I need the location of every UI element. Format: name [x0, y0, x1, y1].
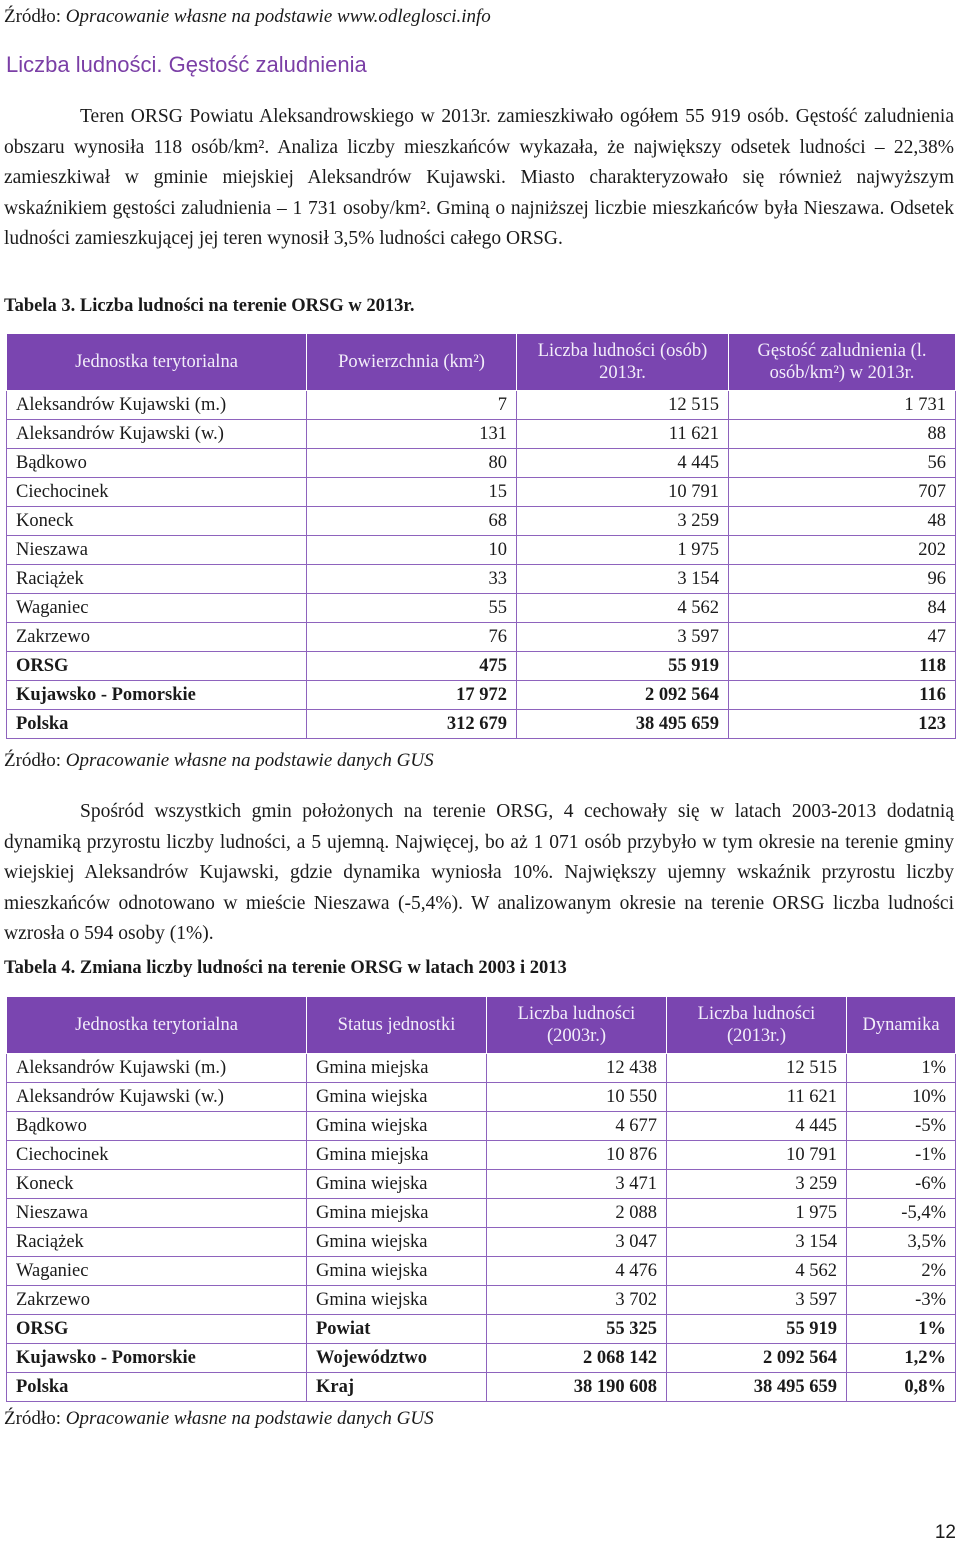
table-row — [7, 1373, 956, 1402]
table-cell: Gmina wiejska — [307, 1228, 487, 1257]
table-cell: 76 — [307, 623, 517, 652]
table-cell: 3 259 — [517, 507, 729, 536]
table-cell: Kujawsko - Pomorskie — [7, 681, 307, 710]
table4-column-header: Liczba ludności (2003r.) — [487, 997, 667, 1054]
table3-caption: Tabela 3. Liczba ludności na terenie ORSG w 2013r. — [4, 296, 415, 316]
table-cell: Aleksandrów Kujawski (m.) — [7, 1054, 307, 1083]
table-cell: 3 154 — [667, 1228, 847, 1257]
table-cell: 4 677 — [487, 1112, 667, 1141]
table-cell: 10 791 — [667, 1141, 847, 1170]
table-cell: 10 791 — [517, 478, 729, 507]
table-cell: -5,4% — [847, 1199, 956, 1228]
table-cell: Bądkowo — [7, 1112, 307, 1141]
table-row — [7, 565, 956, 594]
page-number: 12 — [934, 1522, 956, 1543]
table-cell: Waganiec — [7, 594, 307, 623]
table-cell: Gmina miejska — [307, 1141, 487, 1170]
table-cell: 33 — [307, 565, 517, 594]
table-cell: Koneck — [7, 1170, 307, 1199]
table3-column-header: Powierzchnia (km²) — [307, 334, 517, 391]
table-row — [7, 1257, 956, 1286]
table3-header — [7, 334, 956, 391]
table-cell: -3% — [847, 1286, 956, 1315]
table-cell: 7 — [307, 391, 517, 420]
table-cell: 68 — [307, 507, 517, 536]
table-cell: Województwo — [307, 1344, 487, 1373]
table-cell: Ciechocinek — [7, 478, 307, 507]
table-cell: Nieszawa — [7, 536, 307, 565]
table-cell: 1,2% — [847, 1344, 956, 1373]
table-cell: 4 445 — [517, 449, 729, 478]
table-cell: 1% — [847, 1054, 956, 1083]
table-cell: 38 495 659 — [667, 1373, 847, 1402]
table-cell: 123 — [729, 710, 956, 739]
table-row — [7, 1199, 956, 1228]
table-cell: 202 — [729, 536, 956, 565]
table-cell: 2% — [847, 1257, 956, 1286]
table-cell: 38 495 659 — [517, 710, 729, 739]
table-cell: Koneck — [7, 507, 307, 536]
table-cell: Aleksandrów Kujawski (w.) — [7, 1083, 307, 1112]
table-row — [7, 710, 956, 739]
population-change-table — [6, 996, 956, 1402]
table4-header-row — [7, 997, 956, 1054]
table-cell: Ciechocinek — [7, 1141, 307, 1170]
table-cell: 11 621 — [667, 1083, 847, 1112]
table-cell: ORSG — [7, 652, 307, 681]
table-cell: 10 550 — [487, 1083, 667, 1112]
table-cell: 4 562 — [517, 594, 729, 623]
paragraph-population: Teren ORSG Powiatu Aleksandrowskiego w 2013r. zamieszkiwało ogółem 55 919 osób. Gęstość zaludnienia obszaru wynosiła 118 osób/km². Analiza liczby mieszkańców wykazała, że największy odsetek ludności – 22,38% zamieszkiwał w gminie miejskiej Aleksandrów Kujawski. Miasto charakteryzowało się również najwyższym wskaźnikiem gęstości zaludnienia – 1 731 osoby/km². Gminą o najniższej liczbie mieszkańców była Nieszawa. Odsetek ludności zamieszkującej jej teren wynosił 3,5% ludności całego ORSG. — [4, 106, 954, 249]
table-cell: 118 — [729, 652, 956, 681]
source-label: Źródło: — [4, 1408, 66, 1429]
table-cell: Zakrzewo — [7, 623, 307, 652]
table3-column-header: Jednostka terytorialna — [7, 334, 307, 391]
table-cell: -5% — [847, 1112, 956, 1141]
table3-source-note — [4, 750, 434, 772]
table-cell: 3 702 — [487, 1286, 667, 1315]
table-cell: -1% — [847, 1141, 956, 1170]
table3-column-header: Gęstość zaludnienia (l. osób/km²) w 2013r. — [729, 334, 956, 391]
table-row — [7, 1315, 956, 1344]
table-cell: 475 — [307, 652, 517, 681]
table-cell: 2 088 — [487, 1199, 667, 1228]
table-cell: 312 679 — [307, 710, 517, 739]
table-cell: Nieszawa — [7, 1199, 307, 1228]
table-row — [7, 1083, 956, 1112]
table-cell: 55 919 — [667, 1315, 847, 1344]
table-row — [7, 420, 956, 449]
table-row — [7, 652, 956, 681]
table-cell: 84 — [729, 594, 956, 623]
table-cell: Gmina miejska — [307, 1054, 487, 1083]
table-cell: 96 — [729, 565, 956, 594]
table-cell: 12 438 — [487, 1054, 667, 1083]
table-row — [7, 391, 956, 420]
table-row — [7, 1054, 956, 1083]
table3-body — [7, 391, 956, 739]
table-cell: Aleksandrów Kujawski (m.) — [7, 391, 307, 420]
table-cell: 4 476 — [487, 1257, 667, 1286]
table4-column-header: Jednostka terytorialna — [7, 997, 307, 1054]
table-cell: 15 — [307, 478, 517, 507]
table-row — [7, 623, 956, 652]
source-label: Źródło: — [4, 6, 66, 27]
table-cell: Polska — [7, 1373, 307, 1402]
table-cell: 3 259 — [667, 1170, 847, 1199]
table-cell: Kraj — [307, 1373, 487, 1402]
table-row — [7, 1344, 956, 1373]
table3-column-header: Liczba ludności (osób) 2013r. — [517, 334, 729, 391]
table-row — [7, 1141, 956, 1170]
table-cell: 12 515 — [517, 391, 729, 420]
table-cell: Waganiec — [7, 1257, 307, 1286]
table-cell: 80 — [307, 449, 517, 478]
table4-column-header: Status jednostki — [307, 997, 487, 1054]
table4-body — [7, 1054, 956, 1402]
table-row — [7, 594, 956, 623]
table-cell: 4 445 — [667, 1112, 847, 1141]
table-cell: 10 — [307, 536, 517, 565]
table-cell: 1% — [847, 1315, 956, 1344]
table-cell: 3 047 — [487, 1228, 667, 1257]
table-cell: 0,8% — [847, 1373, 956, 1402]
table-cell: 55 — [307, 594, 517, 623]
table-cell: 10% — [847, 1083, 956, 1112]
table-cell: 88 — [729, 420, 956, 449]
table-cell: 47 — [729, 623, 956, 652]
table-cell: 3 154 — [517, 565, 729, 594]
table4-source-note — [4, 1408, 434, 1430]
table-cell: Gmina wiejska — [307, 1257, 487, 1286]
table-cell: Polska — [7, 710, 307, 739]
table-cell: Gmina wiejska — [307, 1286, 487, 1315]
paragraph-dynamics: Spośród wszystkich gmin położonych na terenie ORSG, 4 cechowały się w latach 2003-2013 dodatnią dynamiką przyrostu liczby ludności, a 5 ujemną. Najwięcej, bo aż 1 071 osób przybyło w tym okresie na terenie gminy wiejskiej Aleksandrów Kujawski, gdzie dynamika wyniosła 10%. Największy ujemny wskaźnik przyrostu liczby mieszkańców odnotowano w mieście Nieszawa (-5,4%). W analizowanym okresie na terenie ORSG liczba ludności wzrosła o 594 osoby (1%). — [4, 801, 954, 944]
table-row — [7, 478, 956, 507]
table-cell: 3,5% — [847, 1228, 956, 1257]
table-row — [7, 1286, 956, 1315]
table-cell: 1 731 — [729, 391, 956, 420]
source-label: Źródło: — [4, 750, 66, 771]
table-cell: 4 562 — [667, 1257, 847, 1286]
table-cell: 3 471 — [487, 1170, 667, 1199]
table-cell: 56 — [729, 449, 956, 478]
table-row — [7, 1228, 956, 1257]
source-note-top — [4, 6, 491, 28]
table-cell: 55 919 — [517, 652, 729, 681]
table-cell: 48 — [729, 507, 956, 536]
table4-column-header: Liczba ludności (2013r.) — [667, 997, 847, 1054]
table-row — [7, 536, 956, 565]
table-cell: Raciążek — [7, 565, 307, 594]
table-cell: 1 975 — [517, 536, 729, 565]
table-cell: 11 621 — [517, 420, 729, 449]
table-cell: Gmina miejska — [307, 1199, 487, 1228]
table-cell: 1 975 — [667, 1199, 847, 1228]
table-cell: Kujawsko - Pomorskie — [7, 1344, 307, 1373]
table-cell: 131 — [307, 420, 517, 449]
table-cell: 10 876 — [487, 1141, 667, 1170]
table-cell: 2 068 142 — [487, 1344, 667, 1373]
table-cell: Gmina wiejska — [307, 1170, 487, 1199]
table-cell: 38 190 608 — [487, 1373, 667, 1402]
section-heading: Liczba ludności. Gęstość zaludnienia — [6, 52, 367, 77]
population-table-2013 — [6, 333, 956, 739]
table3-header-row — [7, 334, 956, 391]
table-cell: ORSG — [7, 1315, 307, 1344]
table-row — [7, 1170, 956, 1199]
table-cell: Zakrzewo — [7, 1286, 307, 1315]
table4-header — [7, 997, 956, 1054]
table-row — [7, 1112, 956, 1141]
table-cell: Aleksandrów Kujawski (w.) — [7, 420, 307, 449]
table-cell: Bądkowo — [7, 449, 307, 478]
table-cell: 707 — [729, 478, 956, 507]
table-cell: Gmina wiejska — [307, 1083, 487, 1112]
source-text: Opracowanie własne na podstawie www.odleglosci.info — [65, 6, 491, 27]
table-cell: Raciążek — [7, 1228, 307, 1257]
table-cell: 3 597 — [667, 1286, 847, 1315]
table-row — [7, 681, 956, 710]
table-cell: 2 092 564 — [667, 1344, 847, 1373]
table4-caption: Tabela 4. Zmiana liczby ludności na terenie ORSG w latach 2003 i 2013 — [4, 958, 567, 978]
table-cell: 12 515 — [667, 1054, 847, 1083]
table-cell: 3 597 — [517, 623, 729, 652]
table-cell: -6% — [847, 1170, 956, 1199]
table-cell: 116 — [729, 681, 956, 710]
table-cell: 55 325 — [487, 1315, 667, 1344]
source-text: Opracowanie własne na podstawie danych GUS — [65, 1408, 434, 1429]
table-row — [7, 507, 956, 536]
table-cell: 2 092 564 — [517, 681, 729, 710]
table-row — [7, 449, 956, 478]
table-cell: Gmina wiejska — [307, 1112, 487, 1141]
table4-column-header: Dynamika — [847, 997, 956, 1054]
table-cell: 17 972 — [307, 681, 517, 710]
source-text: Opracowanie własne na podstawie danych GUS — [65, 750, 434, 771]
table-cell: Powiat — [307, 1315, 487, 1344]
